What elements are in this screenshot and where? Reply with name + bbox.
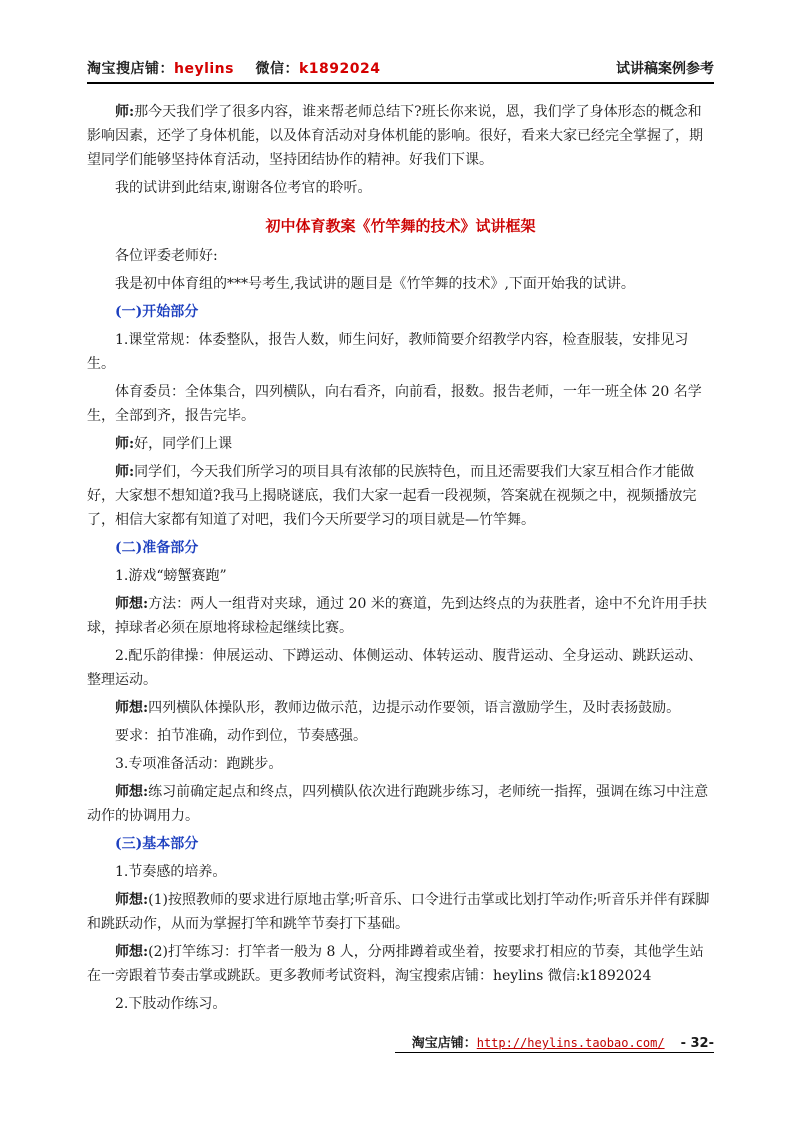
paragraph-text: 好，同学们上课 <box>134 436 233 452</box>
speaker-label: 师: <box>115 436 135 452</box>
speaker-label: 师想: <box>115 784 149 800</box>
paragraph <box>87 888 714 936</box>
shop-label: 淘宝搜店铺： <box>87 61 174 77</box>
paragraph <box>87 940 714 988</box>
header-title: 试讲稿案例参考 <box>616 61 714 77</box>
paragraph-text: 我的试讲到此结束,谢谢各位考官的聆听。 <box>115 180 372 196</box>
speaker-label: 师: <box>115 104 135 120</box>
paragraph <box>87 564 714 588</box>
paragraph <box>87 696 714 720</box>
paragraph <box>87 592 714 640</box>
paragraph <box>87 460 714 532</box>
paragraph-text: 2.下肢动作练习。 <box>115 996 227 1012</box>
header-divider <box>87 82 714 84</box>
paragraph <box>87 176 714 200</box>
paragraph-text: (1)按照教师的要求进行原地击掌;听音乐、口令进行击掌或比划打竿动作;听音乐并伴有踩脚和跳跃动作，从而为掌握打竿和跳竿节奏打下基础。 <box>87 892 710 932</box>
paragraph-text: 那今天我们学了很多内容，谁来帮老师总结下?班长你来说，恩，我们学了身体形态的概念和影响因素，还学了身体机能，以及体育活动对身体机能的影响。很好，看来大家已经完全掌握了，期望同学们能够坚持体育活动，坚持团结协作的精神。好我们下课。 <box>87 104 703 168</box>
paragraph <box>87 432 714 456</box>
wechat-id: k1892024 <box>299 61 381 77</box>
page-header <box>87 58 714 82</box>
speaker-label: 师想: <box>115 892 149 908</box>
paragraph-text: 同学们，今天我们所学习的项目具有浓郁的民族特色，而且还需要我们大家互相合作才能做好，大家想不想知道?我马上揭晓谜底，我们大家一起看一段视频，答案就在视频之中，视频播放完了，相信大家都有知道了对吧，我们今天所要学习的项目就是—竹竿舞。 <box>87 464 697 528</box>
paragraph-text: 1.游戏“螃蟹赛跑” <box>115 568 227 584</box>
paragraph-text: (2)打竿练习：打竿者一般为 8 人，分两排蹲着或坐着，按要求打相应的节奏，其他学生站在一旁跟着节奏击掌或跳跃。更多教师考试资料，淘宝搜索店铺：heylins 微信:k1892024 <box>87 944 704 984</box>
part1-heading: (一)开始部分 <box>115 304 199 320</box>
page-number: - 32- <box>680 1036 714 1051</box>
speaker-label: 师想: <box>115 596 149 612</box>
paragraph-text: 练习前确定起点和终点，四列横队依次进行跑跳步练习，老师统一指挥，强调在练习中注意动作的协调用力。 <box>87 784 709 824</box>
footer-divider <box>395 1052 714 1053</box>
wechat-label: 微信： <box>255 61 299 77</box>
document-body <box>87 100 714 1020</box>
opening-line: 我是初中体育组的***号考生,我试讲的题目是《竹竿舞的技术》,下面开始我的试讲。 <box>115 276 635 292</box>
paragraph <box>87 380 714 428</box>
paragraph-text: 要求：拍节准确，动作到位，节奏感强。 <box>115 728 367 744</box>
paragraph <box>87 724 714 748</box>
speaker-label: 师想: <box>115 700 149 716</box>
greeting: 各位评委老师好: <box>115 248 218 264</box>
paragraph-text: 1.课堂常规：体委整队，报告人数，师生问好，教师简要介绍教学内容，检查服装，安排见习生。 <box>87 332 689 372</box>
paragraph-text: 1.节奏感的培养。 <box>115 864 227 880</box>
paragraph <box>87 780 714 828</box>
paragraph <box>87 100 714 172</box>
paragraph-text: 方法：两人一组背对夹球，通过 20 米的赛道，先到达终点的为获胜者，途中不允许用手扶球，掉球者必须在原地将球检起继续比赛。 <box>87 596 707 636</box>
part2-heading: (二)准备部分 <box>115 540 199 556</box>
paragraph-text: 3.专项准备活动：跑跳步。 <box>115 756 283 772</box>
footer-shop-link[interactable]: http://heylins.taobao.com/ <box>476 1036 665 1050</box>
speaker-label: 师: <box>115 464 135 480</box>
section-title: 初中体育教案《竹竿舞的技术》试讲框架 <box>265 217 536 235</box>
paragraph <box>87 860 714 884</box>
paragraph-text: 2.配乐韵律操：伸展运动、下蹲运动、体侧运动、体转运动、腹背运动、全身运动、跳跃运动、整理运动。 <box>87 648 703 688</box>
paragraph <box>87 992 714 1016</box>
paragraph <box>87 752 714 776</box>
part3-heading: (三)基本部分 <box>115 836 199 852</box>
paragraph-text: 体育委员：全体集合，四列横队，向右看齐，向前看，报数。报告老师，一年一班全体 20 名学生，全部到齐，报告完毕。 <box>87 384 702 424</box>
paragraph <box>87 328 714 376</box>
footer-shop-label: 淘宝店铺： <box>411 1036 477 1051</box>
paragraph-text: 四列横队体操队形，教师边做示范，边提示动作要领，语言激励学生，及时表扬鼓励。 <box>148 700 681 716</box>
shop-name: heylins <box>174 61 234 77</box>
paragraph <box>87 644 714 692</box>
header-shop-info <box>87 58 381 78</box>
speaker-label: 师想: <box>115 944 149 960</box>
footer-info <box>412 1032 714 1051</box>
